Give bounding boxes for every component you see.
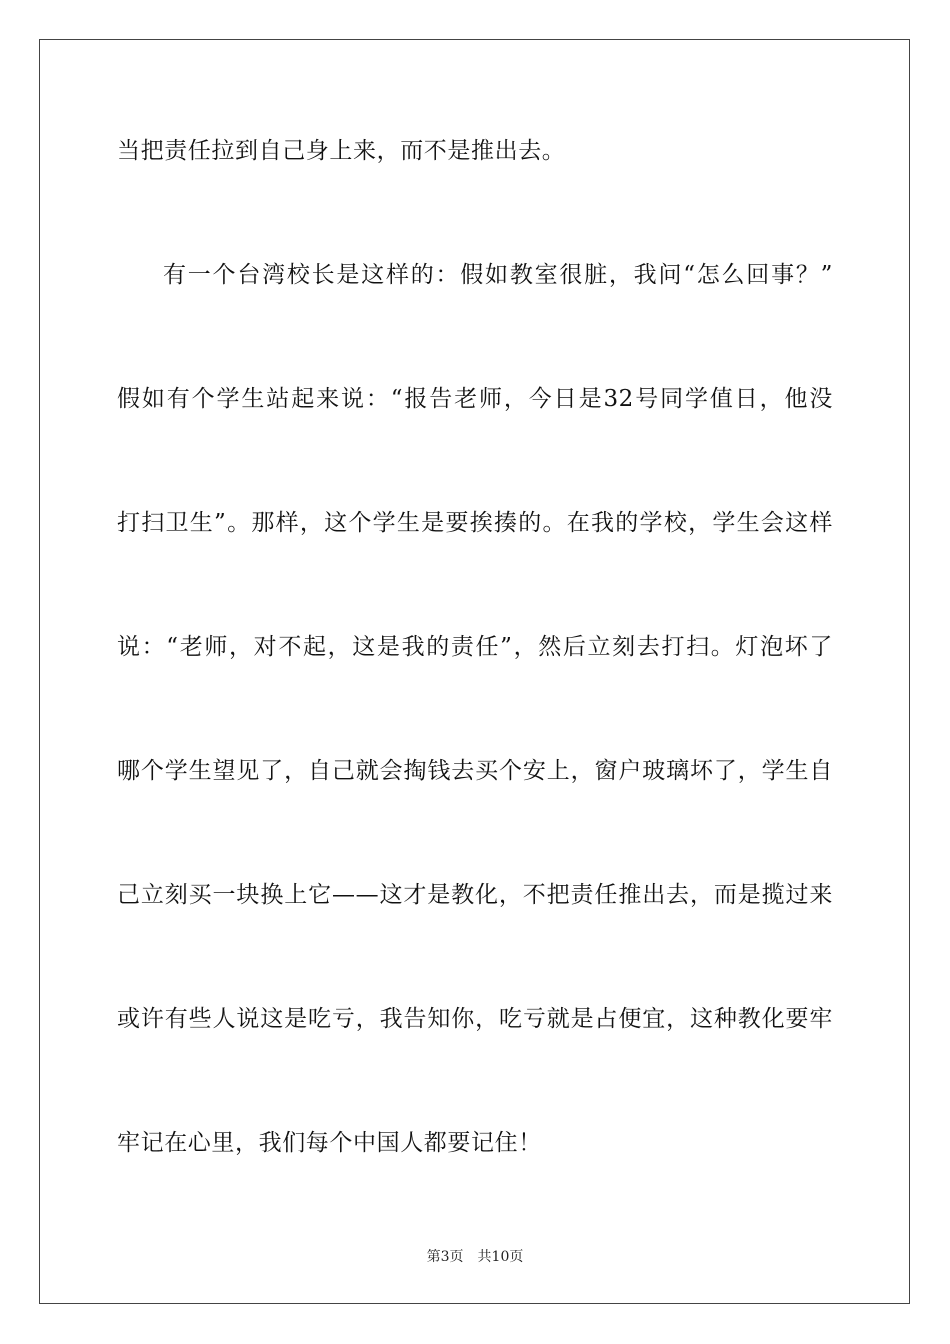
body-line-3: 假如有个学生站起来说：“报告老师，今日是32号同学值日，他没 — [117, 386, 833, 412]
page-number: 第3页 — [426, 1249, 464, 1265]
body-line-6: 哪个学生望见了，自己就会掏钱去买个安上，窗户玻璃坏了，学生自 — [117, 758, 833, 784]
body-line-1: 当把责任拉到自己身上来，而不是推出去。 — [117, 138, 566, 164]
body-line-2: 有一个台湾校长是这样的：假如教室很脏，我问“怎么回事？” — [163, 262, 833, 288]
page-footer — [0, 1247, 950, 1267]
body-line-4: 打扫卫生”。那样，这个学生是要挨揍的。在我的学校，学生会这样 — [117, 510, 833, 536]
body-line-5: 说：“老师，对不起，这是我的责任”，然后立刻去打扫。灯泡坏了 — [117, 634, 833, 660]
body-line-7: 己立刻买一块换上它——这才是教化，不把责任推出去，而是揽过来 — [117, 882, 833, 908]
body-line-8: 或许有些人说这是吃亏，我告知你，吃亏就是占便宜，这种教化要牢 — [117, 1006, 833, 1032]
page-total: 共10页 — [477, 1249, 524, 1265]
body-line-9: 牢记在心里，我们每个中国人都要记住！ — [117, 1130, 542, 1156]
page-frame — [39, 39, 910, 1304]
